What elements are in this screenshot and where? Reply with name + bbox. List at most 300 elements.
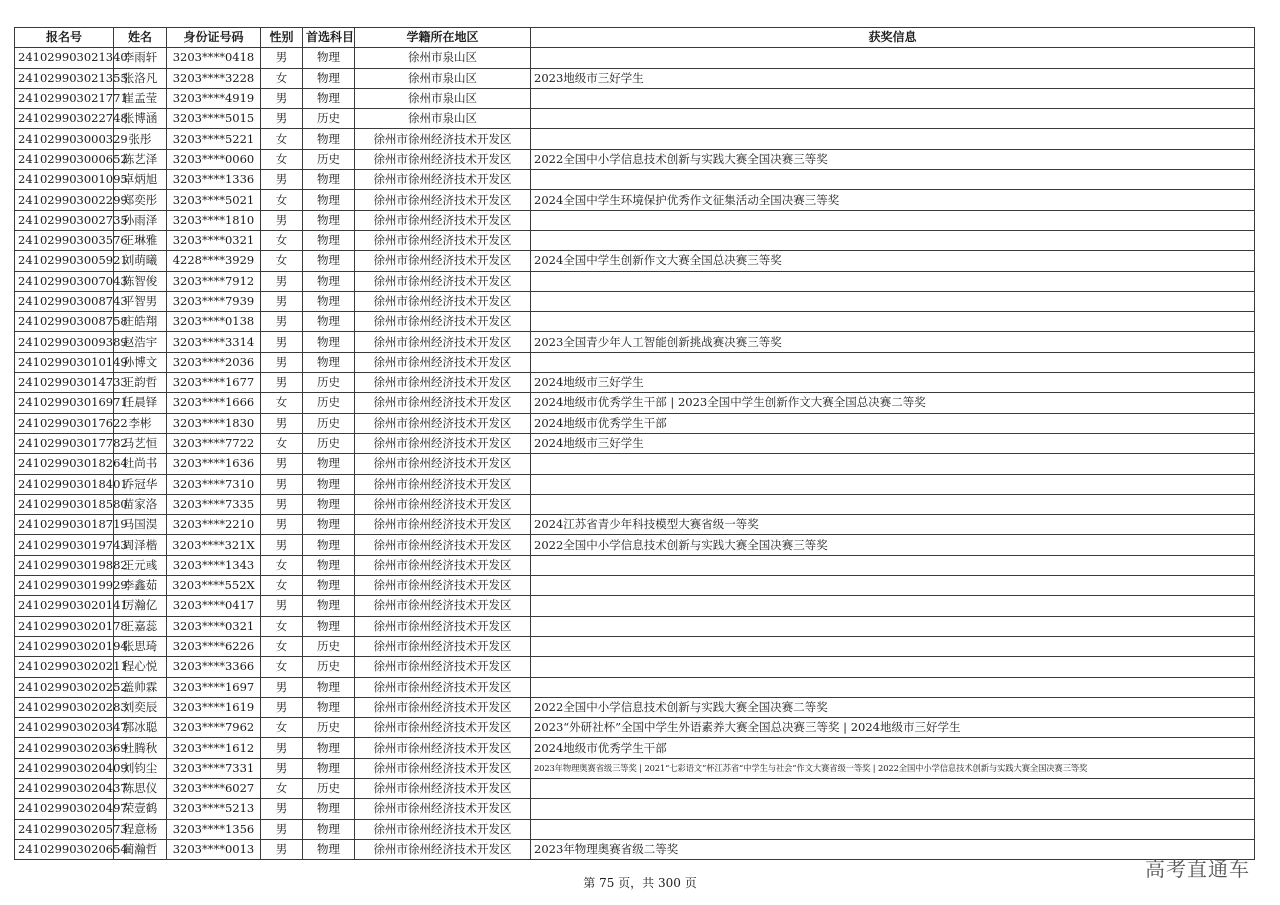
registration-no-cell: 241029903010149 (15, 352, 114, 372)
id-number-cell: 3203****1343 (167, 555, 261, 575)
awards-cell (531, 129, 1255, 149)
gender-cell: 男 (261, 474, 303, 494)
region-cell: 徐州市徐州经济技术开发区 (355, 251, 531, 271)
awards-cell (531, 352, 1255, 372)
gender-cell: 女 (261, 230, 303, 250)
gender-cell: 女 (261, 616, 303, 636)
awards-cell (531, 555, 1255, 575)
awards-cell (531, 474, 1255, 494)
gender-cell: 男 (261, 48, 303, 68)
region-cell: 徐州市徐州经济技术开发区 (355, 758, 531, 778)
awards-cell (531, 677, 1255, 697)
gender-cell: 男 (261, 738, 303, 758)
id-number-cell: 3203****1636 (167, 454, 261, 474)
awards-cell (531, 170, 1255, 190)
name-cell: 陈艺泽 (114, 149, 167, 169)
registration-no-cell: 241029903000652 (15, 149, 114, 169)
table-row (15, 738, 1255, 758)
registration-no-cell: 241029903017622 (15, 413, 114, 433)
region-cell: 徐州市徐州经济技术开发区 (355, 839, 531, 859)
name-cell: 刘钧尘 (114, 758, 167, 778)
name-cell: 张博涵 (114, 109, 167, 129)
id-number-cell: 3203****1612 (167, 738, 261, 758)
awards-cell: 2024地级市优秀学生干部 | 2023全国中学生创新作文大赛全国总决赛二等奖 (531, 393, 1255, 413)
subject-cell: 物理 (303, 332, 355, 352)
table-row (15, 413, 1255, 433)
id-number-cell: 3203****7912 (167, 271, 261, 291)
id-number-cell: 3203****1810 (167, 210, 261, 230)
table-row (15, 271, 1255, 291)
name-cell: 陈思仪 (114, 778, 167, 798)
subject-cell: 物理 (303, 758, 355, 778)
header-gender: 性别 (261, 28, 303, 48)
name-cell: 王韵哲 (114, 373, 167, 393)
gender-cell: 女 (261, 555, 303, 575)
table-row (15, 718, 1255, 738)
id-number-cell: 3203****1830 (167, 413, 261, 433)
subject-cell: 历史 (303, 718, 355, 738)
region-cell: 徐州市徐州经济技术开发区 (355, 616, 531, 636)
table-row (15, 515, 1255, 535)
region-cell: 徐州市徐州经济技术开发区 (355, 352, 531, 372)
awards-cell (531, 109, 1255, 129)
gender-cell: 男 (261, 210, 303, 230)
region-cell: 徐州市徐州经济技术开发区 (355, 230, 531, 250)
name-cell: 王嘉蕊 (114, 616, 167, 636)
awards-cell (531, 778, 1255, 798)
registration-no-cell: 241029903020437 (15, 778, 114, 798)
table-row (15, 819, 1255, 839)
awards-cell (531, 312, 1255, 332)
name-cell: 程意杨 (114, 819, 167, 839)
id-number-cell: 3203****5221 (167, 129, 261, 149)
registration-no-cell: 241029903007043 (15, 271, 114, 291)
region-cell: 徐州市徐州经济技术开发区 (355, 332, 531, 352)
region-cell: 徐州市泉山区 (355, 109, 531, 129)
registration-no-cell: 241029903016971 (15, 393, 114, 413)
name-cell: 孙雨泽 (114, 210, 167, 230)
gender-cell: 男 (261, 677, 303, 697)
name-cell: 任晨铎 (114, 393, 167, 413)
awards-cell (531, 596, 1255, 616)
registration-no-cell: 241029903003576 (15, 230, 114, 250)
region-cell: 徐州市徐州经济技术开发区 (355, 799, 531, 819)
table-row (15, 352, 1255, 372)
table-row (15, 697, 1255, 717)
registration-no-cell: 241029903014733 (15, 373, 114, 393)
id-number-cell: 3203****321X (167, 535, 261, 555)
registration-no-cell: 241029903021340 (15, 48, 114, 68)
header-awards: 获奖信息 (531, 28, 1255, 48)
registration-no-cell: 241029903009389 (15, 332, 114, 352)
awards-cell (531, 210, 1255, 230)
id-number-cell: 3203****2210 (167, 515, 261, 535)
awards-cell (531, 230, 1255, 250)
subject-cell: 历史 (303, 373, 355, 393)
name-cell: 庄皓翔 (114, 312, 167, 332)
id-number-cell: 3203****7962 (167, 718, 261, 738)
id-number-cell: 3203****0417 (167, 596, 261, 616)
gender-cell: 男 (261, 494, 303, 514)
name-cell: 厉瀚亿 (114, 596, 167, 616)
gender-cell: 男 (261, 88, 303, 108)
id-number-cell: 3203****6226 (167, 636, 261, 656)
subject-cell: 物理 (303, 251, 355, 271)
table-row (15, 576, 1255, 596)
awards-cell: 2023“外研社杯”全国中学生外语素养大赛全国总决赛三等奖 | 2024地级市三好学生 (531, 718, 1255, 738)
id-number-cell: 3203****0418 (167, 48, 261, 68)
awards-cell (531, 636, 1255, 656)
awards-cell: 2023年物理奥赛省级二等奖 (531, 839, 1255, 859)
id-number-cell: 3203****3314 (167, 332, 261, 352)
awards-cell: 2024地级市优秀学生干部 (531, 413, 1255, 433)
subject-cell: 历史 (303, 778, 355, 798)
gender-cell: 男 (261, 515, 303, 535)
table-row (15, 474, 1255, 494)
awards-cell: 2024江苏省青少年科技模型大赛省级一等奖 (531, 515, 1255, 535)
awards-cell (531, 616, 1255, 636)
registration-no-cell: 241029903020497 (15, 799, 114, 819)
name-cell: 乔冠华 (114, 474, 167, 494)
region-cell: 徐州市徐州经济技术开发区 (355, 129, 531, 149)
name-cell: 刘萌曦 (114, 251, 167, 271)
awards-cell (531, 291, 1255, 311)
registration-no-cell: 241029903018264 (15, 454, 114, 474)
registration-no-cell: 241029903002299 (15, 190, 114, 210)
awards-cell: 2022全国中小学信息技术创新与实践大赛全国决赛三等奖 (531, 149, 1255, 169)
name-cell: 苗家洛 (114, 494, 167, 514)
subject-cell: 物理 (303, 535, 355, 555)
header-region: 学籍所在地区 (355, 28, 531, 48)
gender-cell: 男 (261, 596, 303, 616)
gender-cell: 男 (261, 758, 303, 778)
region-cell: 徐州市徐州经济技术开发区 (355, 738, 531, 758)
region-cell: 徐州市徐州经济技术开发区 (355, 494, 531, 514)
registration-no-cell: 241029903020369 (15, 738, 114, 758)
name-cell: 荣壹鹤 (114, 799, 167, 819)
table-row (15, 454, 1255, 474)
region-cell: 徐州市徐州经济技术开发区 (355, 718, 531, 738)
id-number-cell: 3203****4919 (167, 88, 261, 108)
region-cell: 徐州市徐州经济技术开发区 (355, 555, 531, 575)
id-number-cell: 3203****0060 (167, 149, 261, 169)
subject-cell: 物理 (303, 312, 355, 332)
id-number-cell: 3203****1677 (167, 373, 261, 393)
region-cell: 徐州市徐州经济技术开发区 (355, 778, 531, 798)
region-cell: 徐州市泉山区 (355, 48, 531, 68)
registration-no-cell: 241029903018580 (15, 494, 114, 514)
region-cell: 徐州市泉山区 (355, 88, 531, 108)
awards-cell (531, 819, 1255, 839)
region-cell: 徐州市徐州经济技术开发区 (355, 576, 531, 596)
table-row (15, 494, 1255, 514)
table-row (15, 291, 1255, 311)
gender-cell: 男 (261, 839, 303, 859)
id-number-cell: 3203****1356 (167, 819, 261, 839)
id-number-cell: 3203****1619 (167, 697, 261, 717)
registration-no-cell: 241029903020573 (15, 819, 114, 839)
awards-cell (531, 576, 1255, 596)
table-row (15, 332, 1255, 352)
gender-cell: 女 (261, 657, 303, 677)
id-number-cell: 3203****0321 (167, 230, 261, 250)
table-row (15, 88, 1255, 108)
awards-cell (531, 48, 1255, 68)
header-registration-no: 报名号 (15, 28, 114, 48)
gender-cell: 男 (261, 819, 303, 839)
id-number-cell: 3203****5015 (167, 109, 261, 129)
table-row (15, 312, 1255, 332)
subject-cell: 物理 (303, 677, 355, 697)
name-cell: 平智男 (114, 291, 167, 311)
awards-cell: 2022全国中小学信息技术创新与实践大赛全国决赛三等奖 (531, 535, 1255, 555)
name-cell: 盖帅霖 (114, 677, 167, 697)
registration-no-cell: 241029903019882 (15, 555, 114, 575)
id-number-cell: 3203****552X (167, 576, 261, 596)
table-row (15, 596, 1255, 616)
table-row (15, 230, 1255, 250)
subject-cell: 历史 (303, 636, 355, 656)
subject-cell: 物理 (303, 819, 355, 839)
name-cell: 王元彧 (114, 555, 167, 575)
id-number-cell: 3203****1666 (167, 393, 261, 413)
region-cell: 徐州市徐州经济技术开发区 (355, 271, 531, 291)
id-number-cell: 3203****1697 (167, 677, 261, 697)
gender-cell: 女 (261, 576, 303, 596)
subject-cell: 历史 (303, 657, 355, 677)
region-cell: 徐州市徐州经济技术开发区 (355, 677, 531, 697)
table-row (15, 149, 1255, 169)
awards-cell (531, 494, 1255, 514)
registration-no-cell: 241029903020409 (15, 758, 114, 778)
id-number-cell: 3203****2036 (167, 352, 261, 372)
table-row (15, 636, 1255, 656)
name-cell: 卓炳旭 (114, 170, 167, 190)
awards-cell: 2024地级市三好学生 (531, 433, 1255, 453)
id-number-cell: 3203****0138 (167, 312, 261, 332)
table-row (15, 393, 1255, 413)
id-number-cell: 3203****7335 (167, 494, 261, 514)
subject-cell: 物理 (303, 271, 355, 291)
subject-cell: 物理 (303, 129, 355, 149)
name-cell: 郑奕彤 (114, 190, 167, 210)
subject-cell: 物理 (303, 738, 355, 758)
subject-cell: 物理 (303, 48, 355, 68)
registration-no-cell: 241029903020252 (15, 677, 114, 697)
name-cell: 刘奕辰 (114, 697, 167, 717)
awards-cell: 2024全国中学生环境保护优秀作文征集活动全国决赛三等奖 (531, 190, 1255, 210)
region-cell: 徐州市徐州经济技术开发区 (355, 373, 531, 393)
registration-no-cell: 241029903020283 (15, 697, 114, 717)
registration-no-cell: 241029903002735 (15, 210, 114, 230)
header-row (15, 28, 1255, 48)
name-cell: 崔孟莹 (114, 88, 167, 108)
subject-cell: 物理 (303, 616, 355, 636)
registration-no-cell: 241029903020141 (15, 596, 114, 616)
page-footer: 第 75 页，共 300 页 (583, 876, 697, 890)
name-cell: 赵浩宇 (114, 332, 167, 352)
registration-no-cell: 241029903000329 (15, 129, 114, 149)
subject-cell: 物理 (303, 555, 355, 575)
name-cell: 张彤 (114, 129, 167, 149)
name-cell: 李彬 (114, 413, 167, 433)
gender-cell: 男 (261, 352, 303, 372)
region-cell: 徐州市徐州经济技术开发区 (355, 636, 531, 656)
region-cell: 徐州市徐州经济技术开发区 (355, 190, 531, 210)
registration-no-cell: 241029903005921 (15, 251, 114, 271)
awards-cell: 2023年物理奥赛省级三等奖 | 2021“七彩语文”杯江苏省“中学生与社会”作文大赛省级一等奖 | 2022全国中小学信息技术创新与实践大赛全国决赛三等奖 (531, 758, 1255, 778)
table-row (15, 48, 1255, 68)
table-row (15, 373, 1255, 393)
gender-cell: 男 (261, 271, 303, 291)
name-cell: 杜尚书 (114, 454, 167, 474)
name-cell: 陈智俊 (114, 271, 167, 291)
table-row (15, 190, 1255, 210)
region-cell: 徐州市徐州经济技术开发区 (355, 596, 531, 616)
region-cell: 徐州市徐州经济技术开发区 (355, 819, 531, 839)
subject-cell: 物理 (303, 596, 355, 616)
region-cell: 徐州市徐州经济技术开发区 (355, 170, 531, 190)
name-cell: 李雨轩 (114, 48, 167, 68)
gender-cell: 女 (261, 68, 303, 88)
region-cell: 徐州市徐州经济技术开发区 (355, 413, 531, 433)
registration-no-cell: 241029903008743 (15, 291, 114, 311)
watermark: 高考直通车 (1145, 857, 1250, 881)
region-cell: 徐州市徐州经济技术开发区 (355, 393, 531, 413)
name-cell: 孙博文 (114, 352, 167, 372)
awards-cell (531, 454, 1255, 474)
region-cell: 徐州市徐州经济技术开发区 (355, 515, 531, 535)
header-subject: 首选科目 (303, 28, 355, 48)
subject-cell: 物理 (303, 474, 355, 494)
region-cell: 徐州市徐州经济技术开发区 (355, 149, 531, 169)
subject-cell: 物理 (303, 291, 355, 311)
name-cell: 张思琦 (114, 636, 167, 656)
id-number-cell: 3203****7939 (167, 291, 261, 311)
table-row (15, 433, 1255, 453)
registration-no-cell: 241029903017782 (15, 433, 114, 453)
subject-cell: 历史 (303, 149, 355, 169)
gender-cell: 女 (261, 129, 303, 149)
gender-cell: 男 (261, 373, 303, 393)
gender-cell: 男 (261, 170, 303, 190)
name-cell: 周泽楷 (114, 535, 167, 555)
region-cell: 徐州市徐州经济技术开发区 (355, 697, 531, 717)
name-cell: 杜腾秋 (114, 738, 167, 758)
id-number-cell: 3203****3228 (167, 68, 261, 88)
subject-cell: 物理 (303, 576, 355, 596)
table-row (15, 129, 1255, 149)
gender-cell: 女 (261, 251, 303, 271)
registration-no-cell: 241029903020211 (15, 657, 114, 677)
awards-cell: 2024地级市优秀学生干部 (531, 738, 1255, 758)
header-id-number: 身份证号码 (167, 28, 261, 48)
registration-no-cell: 241029903020178 (15, 616, 114, 636)
awards-cell (531, 88, 1255, 108)
table-row (15, 251, 1255, 271)
registration-no-cell: 241029903019743 (15, 535, 114, 555)
header-name: 姓名 (114, 28, 167, 48)
table-row (15, 170, 1255, 190)
registration-no-cell: 241029903018719 (15, 515, 114, 535)
name-cell: 蔺瀚哲 (114, 839, 167, 859)
subject-cell: 物理 (303, 190, 355, 210)
registration-no-cell: 241029903020194 (15, 636, 114, 656)
table-row (15, 657, 1255, 677)
awards-cell: 2023地级市三好学生 (531, 68, 1255, 88)
gender-cell: 女 (261, 433, 303, 453)
id-number-cell: 3203****0013 (167, 839, 261, 859)
gender-cell: 女 (261, 718, 303, 738)
subject-cell: 物理 (303, 210, 355, 230)
table-row (15, 758, 1255, 778)
subject-cell: 物理 (303, 68, 355, 88)
table-row (15, 555, 1255, 575)
id-number-cell: 3203****5021 (167, 190, 261, 210)
subject-cell: 物理 (303, 88, 355, 108)
region-cell: 徐州市徐州经济技术开发区 (355, 210, 531, 230)
id-number-cell: 4228****3929 (167, 251, 261, 271)
region-cell: 徐州市泉山区 (355, 68, 531, 88)
name-cell: 程心悦 (114, 657, 167, 677)
registration-no-cell: 241029903001095 (15, 170, 114, 190)
subject-cell: 历史 (303, 393, 355, 413)
gender-cell: 女 (261, 190, 303, 210)
gender-cell: 男 (261, 454, 303, 474)
region-cell: 徐州市徐州经济技术开发区 (355, 312, 531, 332)
subject-cell: 历史 (303, 433, 355, 453)
table-row (15, 799, 1255, 819)
region-cell: 徐州市徐州经济技术开发区 (355, 474, 531, 494)
id-number-cell: 3203****3366 (167, 657, 261, 677)
registration-no-cell: 241029903021355 (15, 68, 114, 88)
region-cell: 徐州市徐州经济技术开发区 (355, 291, 531, 311)
subject-cell: 物理 (303, 230, 355, 250)
gender-cell: 男 (261, 535, 303, 555)
subject-cell: 物理 (303, 494, 355, 514)
gender-cell: 男 (261, 413, 303, 433)
registration-no-cell: 241029903020654 (15, 839, 114, 859)
gender-cell: 女 (261, 636, 303, 656)
awards-cell (531, 271, 1255, 291)
id-number-cell: 3203****1336 (167, 170, 261, 190)
subject-cell: 历史 (303, 109, 355, 129)
table-row (15, 535, 1255, 555)
subject-cell: 物理 (303, 454, 355, 474)
subject-cell: 历史 (303, 413, 355, 433)
registration-no-cell: 241029903022748 (15, 109, 114, 129)
subject-cell: 物理 (303, 515, 355, 535)
gender-cell: 男 (261, 697, 303, 717)
gender-cell: 男 (261, 799, 303, 819)
awards-cell: 2024全国中学生创新作文大赛全国总决赛三等奖 (531, 251, 1255, 271)
name-cell: 李鑫茹 (114, 576, 167, 596)
awards-cell: 2022全国中小学信息技术创新与实践大赛全国决赛二等奖 (531, 697, 1255, 717)
table-row (15, 210, 1255, 230)
region-cell: 徐州市徐州经济技术开发区 (355, 535, 531, 555)
id-number-cell: 3203****6027 (167, 778, 261, 798)
id-number-cell: 3203****0321 (167, 616, 261, 636)
gender-cell: 男 (261, 332, 303, 352)
awards-cell (531, 799, 1255, 819)
gender-cell: 女 (261, 778, 303, 798)
awards-cell: 2024地级市三好学生 (531, 373, 1255, 393)
table-row (15, 68, 1255, 88)
gender-cell: 男 (261, 291, 303, 311)
id-number-cell: 3203****7331 (167, 758, 261, 778)
table-row (15, 677, 1255, 697)
region-cell: 徐州市徐州经济技术开发区 (355, 433, 531, 453)
